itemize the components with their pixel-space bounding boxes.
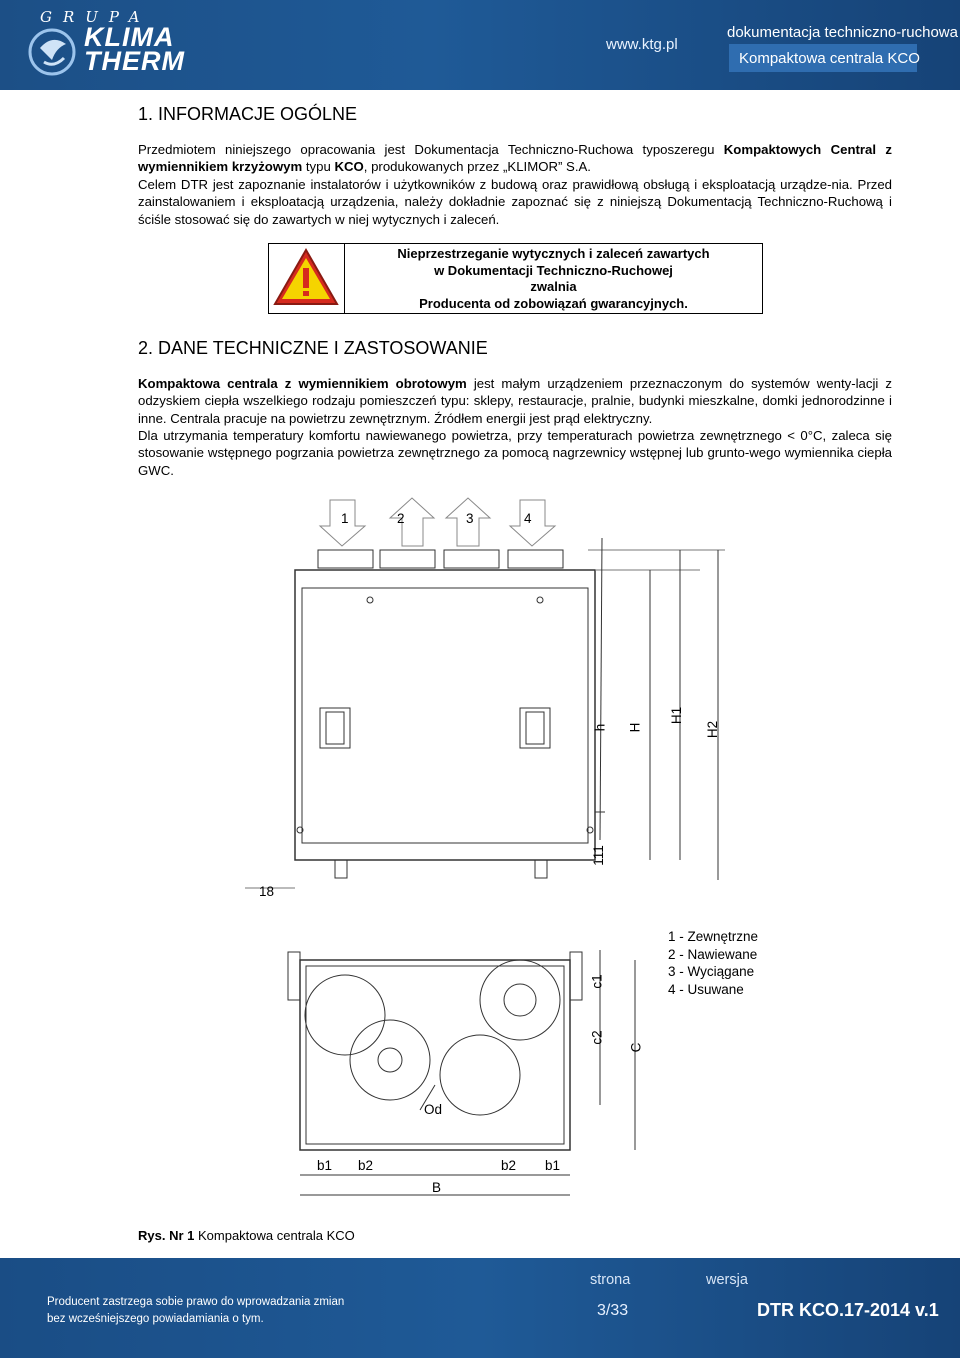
legend-item: 3 - Wyciągane [668, 964, 755, 979]
warning-box [268, 243, 763, 314]
dim-label: C [628, 1042, 644, 1053]
legend-item: 1 - Zewnętrzne [668, 929, 759, 944]
text-run: jest małym urządzeniem przeznaczonym do systemów wenty-lacji z odzyskiem ciepła wszelkiego rodzaju pomieszczeń typu: sklepy, restauracje, pralnie, budynki mieszkalne, domki jednorodzinne i inne. Centrala pracuje na powietrzu zewnętrznym. Źródłem energii jest prąd elektryczny. [138, 376, 892, 426]
dim-label: b2 [501, 1158, 517, 1173]
legend-item: 4 - Usuwane [668, 981, 744, 997]
port-label: 2 [397, 511, 405, 526]
version-label: wersja [706, 1272, 748, 1288]
text-run: , produkowanych przez „KLIMOR” S.A. [363, 159, 591, 175]
dim-label: c1 [589, 974, 605, 989]
drawing-legend [668, 928, 758, 998]
figure-caption [138, 1228, 355, 1243]
section2-paragraph1 [138, 375, 892, 427]
product-name: Kompaktowa centrala KCO [739, 50, 920, 67]
dim-label: Od [424, 1102, 443, 1117]
dim-label: B [432, 1180, 442, 1195]
dim-label: 111 [590, 845, 606, 866]
port-label: 3 [466, 511, 474, 526]
dim-label: b1 [317, 1158, 333, 1173]
doc-type-label: dokumentacja techniczno-ruchowa [727, 24, 958, 41]
section1-paragraph2: Celem DTR jest zapoznanie instalatorów i użytkowników z budową oraz prawidłową obsługą i eksploatacją urządze-nia. Przed zainstalowaniem i eksploatacją urządzenia, należy dokładnie zapoznać się z niniejszą Dokumentacją Techniczno-Ruchową i ściśle stosować się do zawartych w niej wytycznych i zaleceń. [138, 177, 892, 227]
dim-label: b2 [358, 1158, 374, 1173]
logo-klima-text: KLIMA [84, 22, 175, 52]
logo-therm-text: THERM [84, 46, 185, 76]
port-label: 1 [341, 511, 349, 526]
footer-note: Producent zastrzega sobie prawo do wprowadzania zmian [47, 1296, 345, 1308]
website-link[interactable]: www.ktg.pl [606, 36, 678, 53]
page-header [0, 0, 960, 90]
dim-label: H [627, 722, 643, 733]
page-label: strona [590, 1272, 631, 1288]
warning-line: w Dokumentacji Techniczno-Ruchowej [434, 262, 673, 278]
warning-line: Producenta od zobowiązań gwarancyjnych. [419, 295, 688, 311]
dim-label: 18 [259, 884, 275, 899]
dim-label: c2 [589, 1030, 605, 1045]
text-run: typu [302, 159, 335, 175]
warning-line: Nieprzestrzeganie wytycznych i zaleceń zawartych [397, 246, 710, 261]
legend-item: 2 - Nawiewane [668, 946, 758, 962]
section1-title: 1. INFORMACJE OGÓLNE [138, 104, 358, 124]
bold-run: KCO [334, 159, 364, 175]
technical-drawing [240, 490, 760, 1210]
text-run: Przedmiotem niniejszego opracowania jest Dokumentacja Techniczno-Ruchowa typoszeregu [138, 142, 724, 157]
footer-note: bez wcześniejszego powiadamiania o tym. [47, 1313, 264, 1325]
dim-label: b1 [545, 1158, 561, 1173]
section2-title: 2. DANE TECHNICZNE I ZASTOSOWANIE [138, 338, 488, 358]
port-arrows [320, 498, 555, 546]
section2-paragraph2: Dla utrzymania temperatury komfortu nawiewanego powietrza, przy temperaturach powietrza zewnętrznego < 0°C, zaleca się stosowanie wstępnego pogrzania powietrza zewnętrznego za pomocą nagrzewnicy wstępnej lub grunto-wego wymiennika ciepła GWC. [138, 428, 892, 478]
warning-line: zwalnia [530, 279, 577, 294]
logo-group-text: GRUPA [40, 8, 151, 26]
dim-label: H1 [669, 706, 685, 725]
warning-icon [269, 244, 345, 313]
bold-run: Kompaktowa centrala z wymiennikiem obrotowym [138, 376, 467, 391]
port-label: 4 [524, 511, 532, 526]
dim-label: H2 [705, 720, 721, 739]
page-number: 3/33 [597, 1302, 629, 1319]
dim-label: h [592, 723, 608, 732]
caption-text: Kompaktowa centrala KCO [194, 1228, 355, 1243]
section1-paragraph1 [138, 141, 892, 176]
warning-text [345, 246, 762, 312]
bold-run: Kompaktowych Central z wymiennikiem krzyżowym [138, 142, 892, 175]
caption-number: Rys. Nr 1 [138, 1228, 195, 1243]
document-version: DTR KCO.17-2014 v.1 [757, 1300, 939, 1320]
